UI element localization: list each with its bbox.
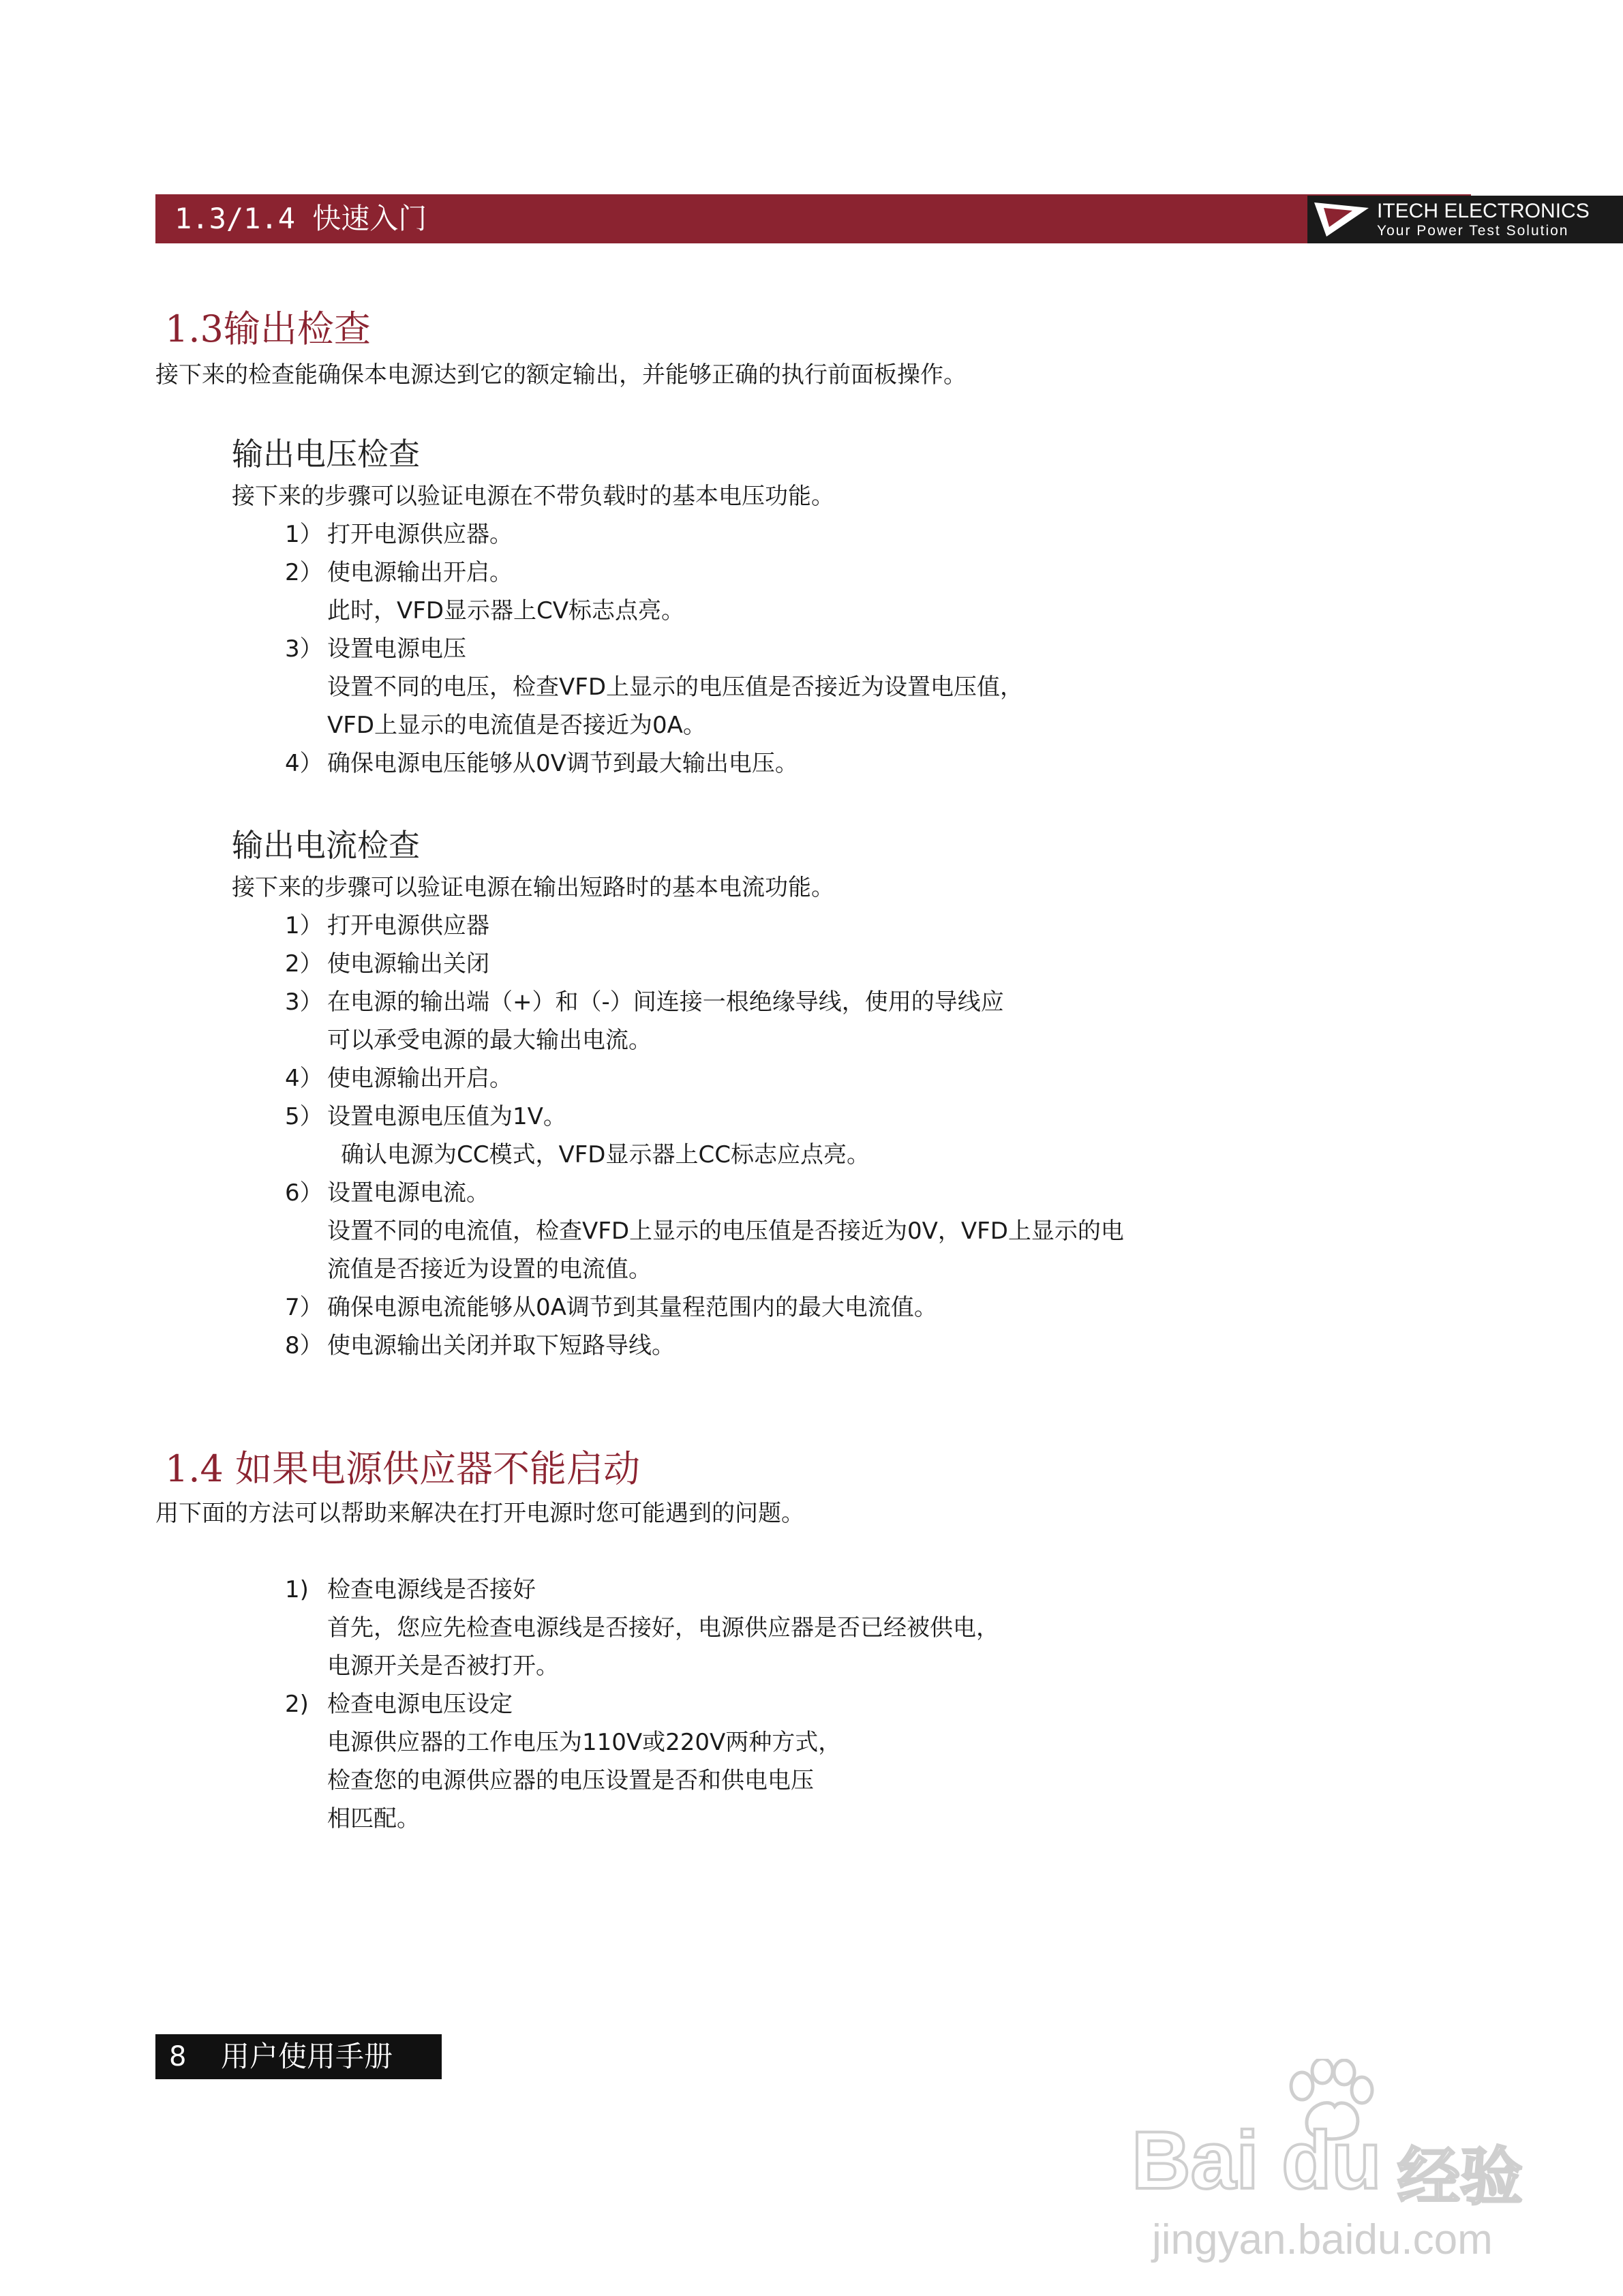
step-number: 1)	[285, 1576, 309, 1603]
step-detail: 检查您的电源供应器的电压设置是否和供电电压	[327, 1767, 814, 1794]
list-item	[285, 907, 1124, 945]
section-1-4-steps	[285, 1571, 999, 1838]
header-bar	[155, 194, 1590, 243]
step-text: 确保电源电压能够从0V调节到最大输出电压。	[327, 750, 798, 777]
page-number: 8	[169, 2041, 187, 2072]
step-number: 4）	[285, 1065, 323, 1092]
watermark-suffix: 经验	[1397, 2141, 1523, 2214]
section-1-4-title: 1.4 如果电源供应器不能启动	[165, 1447, 641, 1490]
step-number: 3）	[285, 988, 323, 1016]
step-detail: 设置不同的电流值，检查VFD上显示的电压值是否接近为0V，VFD上显示的电	[327, 1218, 1124, 1245]
step-number: 2）	[285, 559, 323, 586]
step-number: 4）	[285, 750, 323, 777]
header-title: 1.3/1.4 快速入门	[175, 202, 427, 235]
watermark-brand: Bai du	[1132, 2115, 1382, 2206]
list-item	[285, 515, 1023, 554]
list-item	[285, 1059, 1124, 1098]
step-text: 检查电源电压设定	[327, 1691, 513, 1718]
step-detail: 此时，VFD显示器上CV标志点亮。	[327, 597, 684, 624]
step-number: 2)	[285, 1691, 309, 1718]
step-text: 使电源输出关闭	[327, 950, 489, 978]
step-text: 在电源的输出端（+）和（-）间连接一根绝缘导线，使用的导线应	[327, 988, 1004, 1016]
step-number: 1）	[285, 521, 323, 548]
logo-tagline: Your Power Test Solution	[1377, 223, 1569, 239]
section-1-4-intro: 用下面的方法可以帮助来解决在打开电源时您可能遇到的问题。	[155, 1500, 804, 1527]
step-detail: 电源供应器的工作电压为110V或220V两种方式，	[327, 1729, 842, 1756]
step-text: 检查电源线是否接好	[327, 1576, 536, 1603]
step-number: 5）	[285, 1103, 323, 1130]
list-item	[285, 1327, 1124, 1365]
footer-bar	[155, 2034, 442, 2079]
step-number: 8）	[285, 1332, 323, 1359]
step-detail: 可以承受电源的最大输出电流。	[327, 1027, 652, 1054]
step-detail: 电源开关是否被打开。	[327, 1652, 559, 1680]
step-number: 6）	[285, 1179, 323, 1207]
step-number: 7）	[285, 1294, 323, 1321]
step-text: 确保电源电流能够从0A调节到其量程范围内的最大电流值。	[327, 1294, 937, 1321]
itech-logo-icon	[1314, 202, 1369, 237]
step-number: 3）	[285, 635, 323, 663]
step-text: 使电源输出关闭并取下短路导线。	[327, 1332, 675, 1359]
step-detail: 首先，您应先检查电源线是否接好，电源供应器是否已经被供电，	[327, 1614, 999, 1642]
step-detail: 相匹配。	[327, 1805, 420, 1832]
baidu-watermark	[1132, 2059, 1541, 2263]
section-1-3-title: 1.3输出检查	[165, 307, 371, 350]
voltage-check-title: 输出电压检查	[232, 436, 420, 472]
current-check-title: 输出电流检查	[232, 827, 420, 864]
step-detail: VFD上显示的电流值是否接近为0A。	[327, 712, 706, 739]
list-item	[285, 983, 1124, 1059]
list-item	[285, 554, 1023, 630]
step-text: 设置电源电压	[327, 635, 466, 663]
step-number: 1）	[285, 912, 323, 939]
itech-logo	[1307, 196, 1623, 243]
list-item	[285, 1685, 999, 1838]
current-check-intro: 接下来的步骤可以验证电源在输出短路时的基本电流功能。	[232, 874, 834, 901]
footer-title: 用户使用手册	[221, 2040, 393, 2073]
step-detail: 设置不同的电压，检查VFD上显示的电压值是否接近为设置电压值，	[327, 674, 1023, 701]
step-detail: 确认电源为CC模式，VFD显示器上CC标志应点亮。	[341, 1141, 870, 1168]
step-text: 设置电源电压值为1V。	[327, 1103, 566, 1130]
step-detail: 流值是否接近为设置的电流值。	[327, 1256, 652, 1283]
list-item	[285, 1571, 999, 1685]
list-item	[285, 744, 1023, 783]
step-text: 打开电源供应器。	[327, 521, 513, 548]
list-item	[285, 630, 1023, 744]
current-check-steps	[285, 907, 1124, 1365]
list-item	[285, 1288, 1124, 1327]
step-number: 2）	[285, 950, 323, 978]
list-item	[285, 945, 1124, 983]
list-item	[285, 1098, 1124, 1174]
step-text: 设置电源电流。	[327, 1179, 489, 1207]
voltage-check-steps	[285, 515, 1023, 783]
step-text: 使电源输出开启。	[327, 559, 513, 586]
section-1-3-intro: 接下来的检查能确保本电源达到它的额定输出，并能够正确的执行前面板操作。	[155, 361, 967, 389]
list-item	[285, 1174, 1124, 1288]
watermark-url: jingyan.baidu.com	[1152, 2216, 1493, 2263]
step-text: 打开电源供应器	[327, 912, 489, 939]
step-text: 使电源输出开启。	[327, 1065, 513, 1092]
logo-name: ITECH ELECTRONICS	[1377, 200, 1590, 222]
voltage-check-intro: 接下来的步骤可以验证电源在不带负载时的基本电压功能。	[232, 483, 834, 510]
